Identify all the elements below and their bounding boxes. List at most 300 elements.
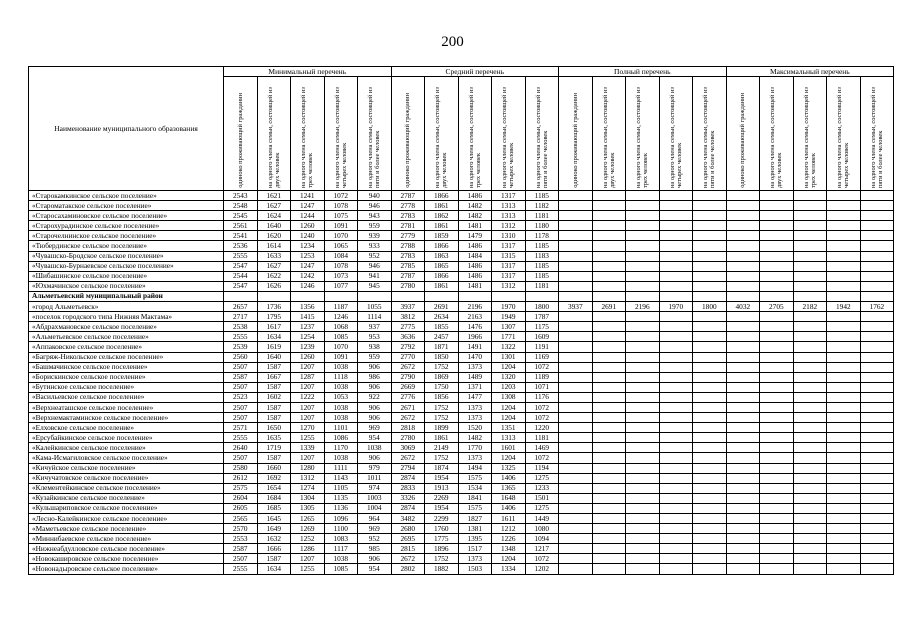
value-cell: 1091 [324,352,358,362]
value-cell: 1246 [324,312,358,322]
municipality-name-cell: «Нижнеабдулловское сельское поселение» [29,544,224,554]
value-cell: 1247 [291,201,325,211]
value-cell: 2587 [224,372,258,382]
value-cell: 1587 [257,554,291,564]
value-cell: 1072 [324,191,358,201]
value-cell [659,544,693,554]
value-cell: 1207 [291,362,325,372]
value-cell: 1750 [425,382,459,392]
value-cell: 1169 [525,352,559,362]
municipality-name-cell: «Новокашировское сельское поселение» [29,554,224,564]
municipality-name-cell: «Ерсубайкинское сельское поселение» [29,433,224,443]
value-cell [659,362,693,372]
value-cell [827,352,861,362]
value-cell [659,221,693,231]
page-number: 200 [441,34,464,50]
value-cell [693,231,727,241]
value-cell [827,564,861,574]
value-cell [793,463,827,473]
value-cell: 2299 [425,514,459,524]
value-cell [592,241,626,251]
value-cell: 1237 [291,322,325,332]
value-cell [760,433,794,443]
value-cell [827,392,861,402]
value-cell [860,372,894,382]
value-cell: 1481 [458,281,492,291]
table-row [29,544,894,554]
subcolumn-header [693,77,727,191]
value-cell: 1217 [525,544,559,554]
value-cell [559,231,593,241]
value-cell: 1861 [425,201,459,211]
value-cell [760,241,794,251]
subcolumn-header [291,77,325,191]
value-cell [726,241,760,251]
value-cell: 939 [358,231,392,241]
value-cell [626,382,660,392]
municipality-name-cell: «Тюбердинское сельское поселение» [29,241,224,251]
value-cell [659,423,693,433]
value-cell [592,433,626,443]
value-cell [693,281,727,291]
value-cell: 1287 [291,372,325,382]
value-cell: 1334 [492,564,526,574]
value-cell [693,201,727,211]
subcolumn-header [425,77,459,191]
value-cell [827,342,861,352]
table-row [29,554,894,564]
value-cell [626,524,660,534]
value-cell [726,402,760,412]
value-cell [592,392,626,402]
value-cell [659,493,693,503]
value-cell [860,332,894,342]
value-cell: 1970 [492,302,526,312]
value-cell: 1482 [458,433,492,443]
value-cell [793,322,827,332]
value-cell: 1660 [257,463,291,473]
value-cell [760,372,794,382]
table-row [29,433,894,443]
value-cell [827,433,861,443]
subcolumn-label: на одного члена семьи, состоящей из четырех человек [333,87,348,188]
value-cell: 1004 [358,503,392,513]
value-cell: 2507 [224,382,258,392]
value-cell [726,342,760,352]
municipality-name-cell: «Верхнеаташское сельское поселение» [29,402,224,412]
value-cell: 1501 [525,493,559,503]
value-cell: 1627 [257,261,291,271]
value-cell [827,322,861,332]
value-cell: 1371 [458,382,492,392]
municipality-name-cell: «Альметьевское сельское поселение» [29,332,224,342]
value-cell [860,231,894,241]
value-cell [559,211,593,221]
value-cell: 1078 [324,201,358,211]
value-cell: 1269 [291,524,325,534]
value-cell [793,332,827,342]
value-cell [693,211,727,221]
value-cell: 2507 [224,413,258,423]
value-cell: 1085 [324,332,358,342]
subcolumn-label: одиноко проживающий гражданин [739,93,747,188]
subcolumn-label: на одного члена семьи, состоящей из двух человек [601,87,616,188]
municipality-name-cell: Альметьевский муниципальный район [29,291,224,301]
subcolumn-header [592,77,626,191]
value-cell [626,453,660,463]
value-cell [693,554,727,564]
municipality-name-cell: «Багряж-Никольское сельское поселение» [29,352,224,362]
value-cell: 1086 [324,433,358,443]
value-cell [659,413,693,423]
value-cell: 1204 [492,362,526,372]
value-cell [726,544,760,554]
value-cell: 1313 [492,201,526,211]
value-cell: 3937 [391,302,425,312]
value-cell [827,544,861,554]
table-row [29,312,894,322]
value-cell [693,483,727,493]
value-cell: 1899 [425,423,459,433]
value-cell: 953 [358,332,392,342]
value-cell: 1640 [257,221,291,231]
value-cell: 1212 [492,524,526,534]
value-cell: 2815 [391,544,425,554]
value-cell: 1252 [291,534,325,544]
value-cell [760,231,794,241]
value-cell [626,342,660,352]
value-cell [726,433,760,443]
value-cell: 1204 [492,402,526,412]
municipality-name-cell: «Староматакское сельское поселение» [29,201,224,211]
value-cell: 1317 [492,241,526,251]
value-cell [592,312,626,322]
value-cell [659,271,693,281]
value-cell: 2672 [391,413,425,423]
value-cell: 1771 [492,332,526,342]
value-cell: 1348 [492,544,526,554]
value-cell [626,241,660,251]
value-cell [559,261,593,271]
municipality-name-cell: «Аппаковское сельское поселение» [29,342,224,352]
table-row [29,493,894,503]
value-cell: 1861 [425,433,459,443]
value-cell: 1280 [291,463,325,473]
value-cell: 1476 [458,322,492,332]
value-cell: 943 [358,211,392,221]
value-cell [592,372,626,382]
value-cell [860,564,894,574]
value-cell [760,332,794,342]
value-cell [860,443,894,453]
value-cell: 1207 [291,554,325,564]
subcolumn-header [559,77,593,191]
value-cell: 1242 [291,271,325,281]
value-cell [659,514,693,524]
subcolumn-header [257,77,291,191]
value-cell: 1175 [525,322,559,332]
value-cell: 1634 [257,564,291,574]
value-cell [860,534,894,544]
value-cell: 3482 [391,514,425,524]
value-cell [827,261,861,271]
value-cell [626,433,660,443]
value-cell [860,322,894,332]
table-row [29,413,894,423]
municipality-name-cell: «Юхмачинское сельское поселение» [29,281,224,291]
table-row [29,302,894,312]
value-cell [760,312,794,322]
value-cell [592,453,626,463]
subcolumn-label: на одного члена семьи, состоящей из трех человек [300,87,315,188]
value-cell: 2672 [391,554,425,564]
value-cell: 2634 [425,312,459,322]
value-cell [760,322,794,332]
value-cell [559,342,593,352]
value-cell [793,372,827,382]
value-cell: 2182 [793,302,827,312]
value-cell [793,342,827,352]
subcolumn-label: на одного члена семьи, состоящей из двух человек [769,87,784,188]
municipality-name-cell: «Кичучатовское сельское поселение» [29,473,224,483]
value-cell [693,362,727,372]
value-cell: 1827 [458,514,492,524]
value-cell: 1096 [324,514,358,524]
value-cell [827,211,861,221]
value-cell [559,322,593,332]
value-cell: 1866 [425,241,459,251]
table-row [29,514,894,524]
value-cell: 1800 [693,302,727,312]
value-cell [659,483,693,493]
subcolumn-label: одиноко проживающий гражданин [236,93,244,188]
value-cell [760,413,794,423]
value-cell [659,332,693,342]
value-cell: 2507 [224,362,258,372]
value-cell: 1118 [324,372,358,382]
value-cell: 2787 [391,271,425,281]
municipality-name-cell: «Старокамкинское сельское поселение» [29,191,224,201]
value-cell [592,382,626,392]
value-cell: 1181 [525,281,559,291]
group-header: Максимальный перечень [726,67,894,77]
value-cell [827,524,861,534]
value-cell [726,312,760,322]
value-cell [592,281,626,291]
value-cell [793,402,827,412]
table-row [29,221,894,231]
value-cell: 1011 [358,473,392,483]
value-cell: 1185 [525,271,559,281]
subcolumn-header [760,77,794,191]
value-cell: 1619 [257,342,291,352]
value-cell: 2783 [391,251,425,261]
value-cell: 1234 [291,241,325,251]
value-cell: 1775 [425,534,459,544]
value-cell: 1621 [257,191,291,201]
value-cell [559,544,593,554]
subcolumn-header [860,77,894,191]
value-cell [726,473,760,483]
value-cell [592,473,626,483]
value-cell [860,433,894,443]
value-cell: 1080 [525,524,559,534]
municipality-name-cell: «Лесно-Калейкинское сельское поселение» [29,514,224,524]
subcolumn-label: на одного члена семьи, состоящей из четырех человек [668,87,683,188]
value-cell: 1084 [324,251,358,261]
value-cell [793,201,827,211]
value-cell: 1667 [257,372,291,382]
value-cell [592,564,626,574]
value-cell: 2792 [391,342,425,352]
value-cell: 2269 [425,493,459,503]
value-cell [760,423,794,433]
value-cell: 937 [358,322,392,332]
group-header: Минимальный перечень [224,67,392,77]
value-cell: 1204 [492,453,526,463]
value-cell [827,554,861,564]
value-cell: 1627 [257,201,291,211]
value-cell [827,251,861,261]
value-cell: 2785 [391,261,425,271]
value-cell [626,291,660,301]
municipality-name-cell: «Кичуйское сельское поселение» [29,463,224,473]
value-cell [726,191,760,201]
value-cell [827,473,861,483]
value-cell [592,413,626,423]
value-cell [760,251,794,261]
value-cell: 1587 [257,402,291,412]
value-cell: 1181 [525,433,559,443]
municipality-name-cell: «Борискинское сельское поселение» [29,372,224,382]
value-cell [626,332,660,342]
table-row [29,191,894,201]
value-cell: 1078 [324,261,358,271]
table-row [29,362,894,372]
value-cell: 1869 [425,372,459,382]
value-cell: 3937 [559,302,593,312]
value-cell: 1520 [458,423,492,433]
table-row [29,201,894,211]
value-cell [726,514,760,524]
value-cell: 2457 [425,332,459,342]
value-cell: 1666 [257,544,291,554]
value-cell [726,503,760,513]
value-cell: 1240 [291,231,325,241]
value-cell [559,423,593,433]
value-cell: 1070 [324,342,358,352]
value-cell: 1246 [291,281,325,291]
table-row [29,261,894,271]
value-cell: 1085 [324,564,358,574]
value-cell: 2571 [224,423,258,433]
value-cell: 1100 [324,524,358,534]
value-cell [793,433,827,443]
value-cell [559,433,593,443]
value-cell [827,402,861,412]
subcolumn-header [358,77,392,191]
value-cell [760,473,794,483]
value-cell: 1114 [358,312,392,322]
value-cell [693,473,727,483]
value-cell [626,231,660,241]
value-cell: 1632 [257,534,291,544]
value-cell [793,453,827,463]
value-cell: 1650 [257,423,291,433]
value-cell [659,453,693,463]
value-cell: 933 [358,241,392,251]
value-cell [827,483,861,493]
value-cell [760,534,794,544]
value-cell: 1614 [257,241,291,251]
value-cell: 1406 [492,503,526,513]
value-cell: 1479 [458,231,492,241]
value-cell: 1482 [458,201,492,211]
value-cell [860,453,894,463]
value-cell: 954 [358,433,392,443]
value-cell [559,191,593,201]
value-cell [793,211,827,221]
value-cell [760,211,794,221]
value-cell [793,514,827,524]
table-row [29,473,894,483]
value-cell [860,554,894,564]
value-cell: 1310 [492,231,526,241]
value-cell: 1072 [525,402,559,412]
table-row [29,241,894,251]
value-cell [559,271,593,281]
value-cell [860,261,894,271]
value-cell [793,473,827,483]
table-row [29,342,894,352]
value-cell [659,281,693,291]
value-cell: 1486 [458,241,492,251]
value-cell: 1634 [257,332,291,342]
value-cell: 1866 [425,271,459,281]
value-cell [827,362,861,372]
value-cell: 1038 [324,382,358,392]
value-cell: 1241 [291,191,325,201]
value-cell [760,392,794,402]
value-cell [659,241,693,251]
value-cell [626,483,660,493]
value-cell: 1185 [525,241,559,251]
value-cell [760,544,794,554]
value-cell: 1312 [492,221,526,231]
value-cell: 2833 [391,483,425,493]
value-cell: 1308 [492,392,526,402]
value-cell: 2671 [391,402,425,412]
value-cell: 1203 [492,382,526,392]
value-cell [592,191,626,201]
value-cell: 1609 [525,332,559,342]
table-row [29,281,894,291]
value-cell: 979 [358,463,392,473]
value-cell: 2794 [391,463,425,473]
value-cell: 1800 [525,302,559,312]
value-cell: 2587 [224,544,258,554]
value-cell: 1954 [425,473,459,483]
value-cell: 1182 [525,201,559,211]
value-cell: 2672 [391,362,425,372]
subcolumn-label: на одного члена семьи, состоящей из пяти и более человек [367,87,382,188]
table-row [29,423,894,433]
value-cell: 1856 [425,392,459,402]
value-cell [693,433,727,443]
value-cell: 1255 [291,433,325,443]
value-cell [592,332,626,342]
value-cell [592,261,626,271]
